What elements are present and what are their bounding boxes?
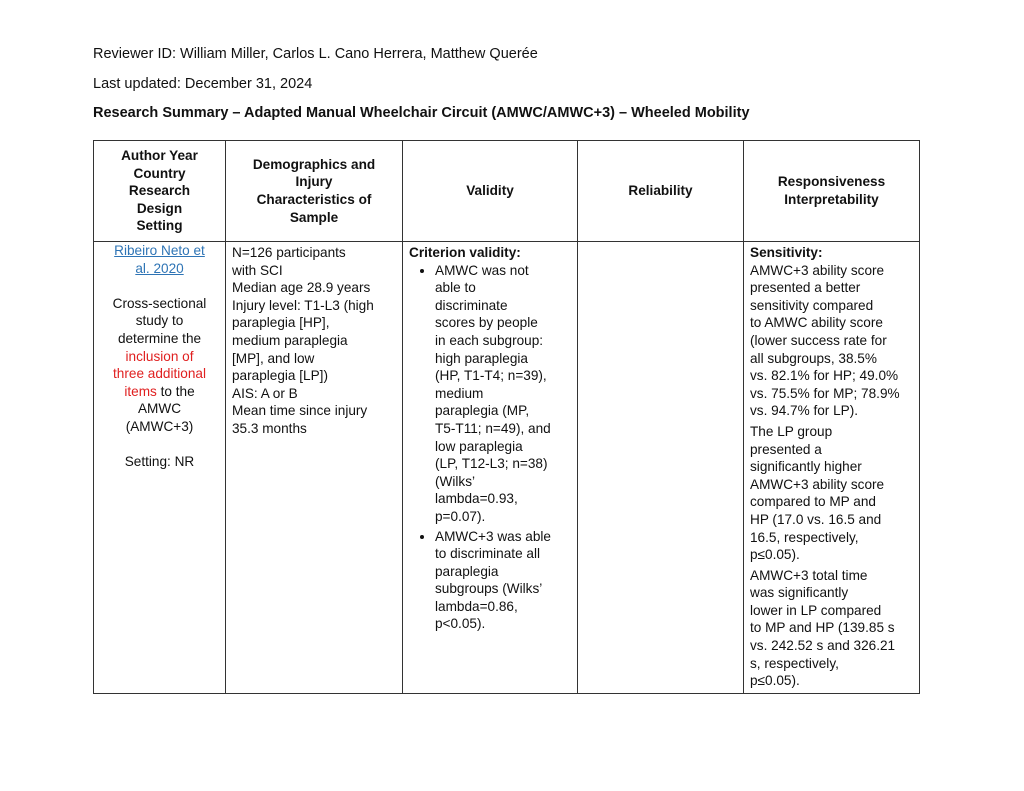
validity-bullet-list bbox=[409, 262, 571, 633]
design-text: determine the bbox=[117, 330, 202, 346]
responsiveness-cell bbox=[744, 242, 920, 694]
header-responsiveness: Responsiveness Interpretability bbox=[744, 141, 920, 242]
header-demographics: Demographics and Injury Characteristics of Sample bbox=[226, 141, 403, 242]
header-validity: Validity bbox=[403, 141, 578, 242]
research-summary-title: Research Summary – Adapted Manual Wheelchair Circuit (AMWC/AMWC+3) – Wheeled Mobility bbox=[93, 105, 750, 121]
design-text: Cross-sectional bbox=[112, 295, 207, 311]
sensitivity-paragraph: AMWC+3 total time was significantly lower in LP compared to MP and HP (139.85 s vs. 242.52 s and 326.21 s, respectively, p≤0.05). bbox=[750, 567, 896, 689]
table-row bbox=[94, 242, 920, 694]
setting-text: Setting: NR bbox=[124, 454, 195, 470]
design-highlight: inclusion of bbox=[125, 348, 194, 364]
header-author-year: Author Year Country Research Design Setting bbox=[94, 141, 226, 242]
reliability-cell bbox=[578, 242, 744, 694]
design-text: (AMWC+3) bbox=[125, 418, 194, 434]
design-text: to the bbox=[156, 383, 195, 399]
design-text: study to bbox=[135, 313, 184, 329]
validity-bullet: • AMWC+3 was able to discriminate all paraplegia subgroups (Wilks’ lambda=0.86, p<0.05). bbox=[435, 528, 571, 634]
criterion-validity-heading: Criterion validity: bbox=[409, 245, 521, 260]
last-updated: Last updated: December 31, 2024 bbox=[93, 76, 313, 92]
validity-cell bbox=[403, 242, 578, 694]
reviewer-id: Reviewer ID: William Miller, Carlos L. Cano Herrera, Matthew Querée bbox=[93, 46, 538, 62]
demographics-cell: N=126 participants with SCI Median age 28.9 years Injury level: T1-L3 (high paraplegia [HP], medium paraplegia [MP], and low paraplegia [LP]) AIS: A or B Mean time since injury 35.3 months bbox=[226, 242, 403, 694]
sensitivity-paragraph: The LP group presented a significantly higher AMWC+3 ability score compared to MP and HP (17.0 vs. 16.5 and 16.5, respectively, p≤0.05). bbox=[750, 423, 885, 563]
sensitivity-paragraph: AMWC+3 ability score presented a better sensitivity compared to AMWC ability score (lower success rate for all subgroups, 38.5% vs. 82.1% for HP; 49.0% vs. 75.5% for MP; 78.9% vs. 94.7% for LP). bbox=[750, 262, 900, 419]
citation-link[interactable]: Ribeiro Neto et al. 2020 bbox=[114, 243, 205, 276]
validity-bullet: • AMWC was not able to discriminate scores by people in each subgroup: high paraplegia (HP, T1-T4; n=39), medium paraplegia (MP, T5-T11; n=49), and low paraplegia (LP, T12-L3; n=38) (Wilks’ lambda=0.93, p=0.07). bbox=[435, 262, 571, 526]
author-cell bbox=[94, 242, 226, 694]
sensitivity-heading: Sensitivity: bbox=[750, 245, 823, 260]
design-highlight: three additional bbox=[113, 366, 206, 382]
table-header-row bbox=[94, 141, 920, 242]
header-reliability: Reliability bbox=[578, 141, 744, 242]
design-text: AMWC bbox=[137, 401, 182, 417]
research-summary-table bbox=[93, 140, 920, 694]
design-highlight: items bbox=[124, 383, 157, 399]
